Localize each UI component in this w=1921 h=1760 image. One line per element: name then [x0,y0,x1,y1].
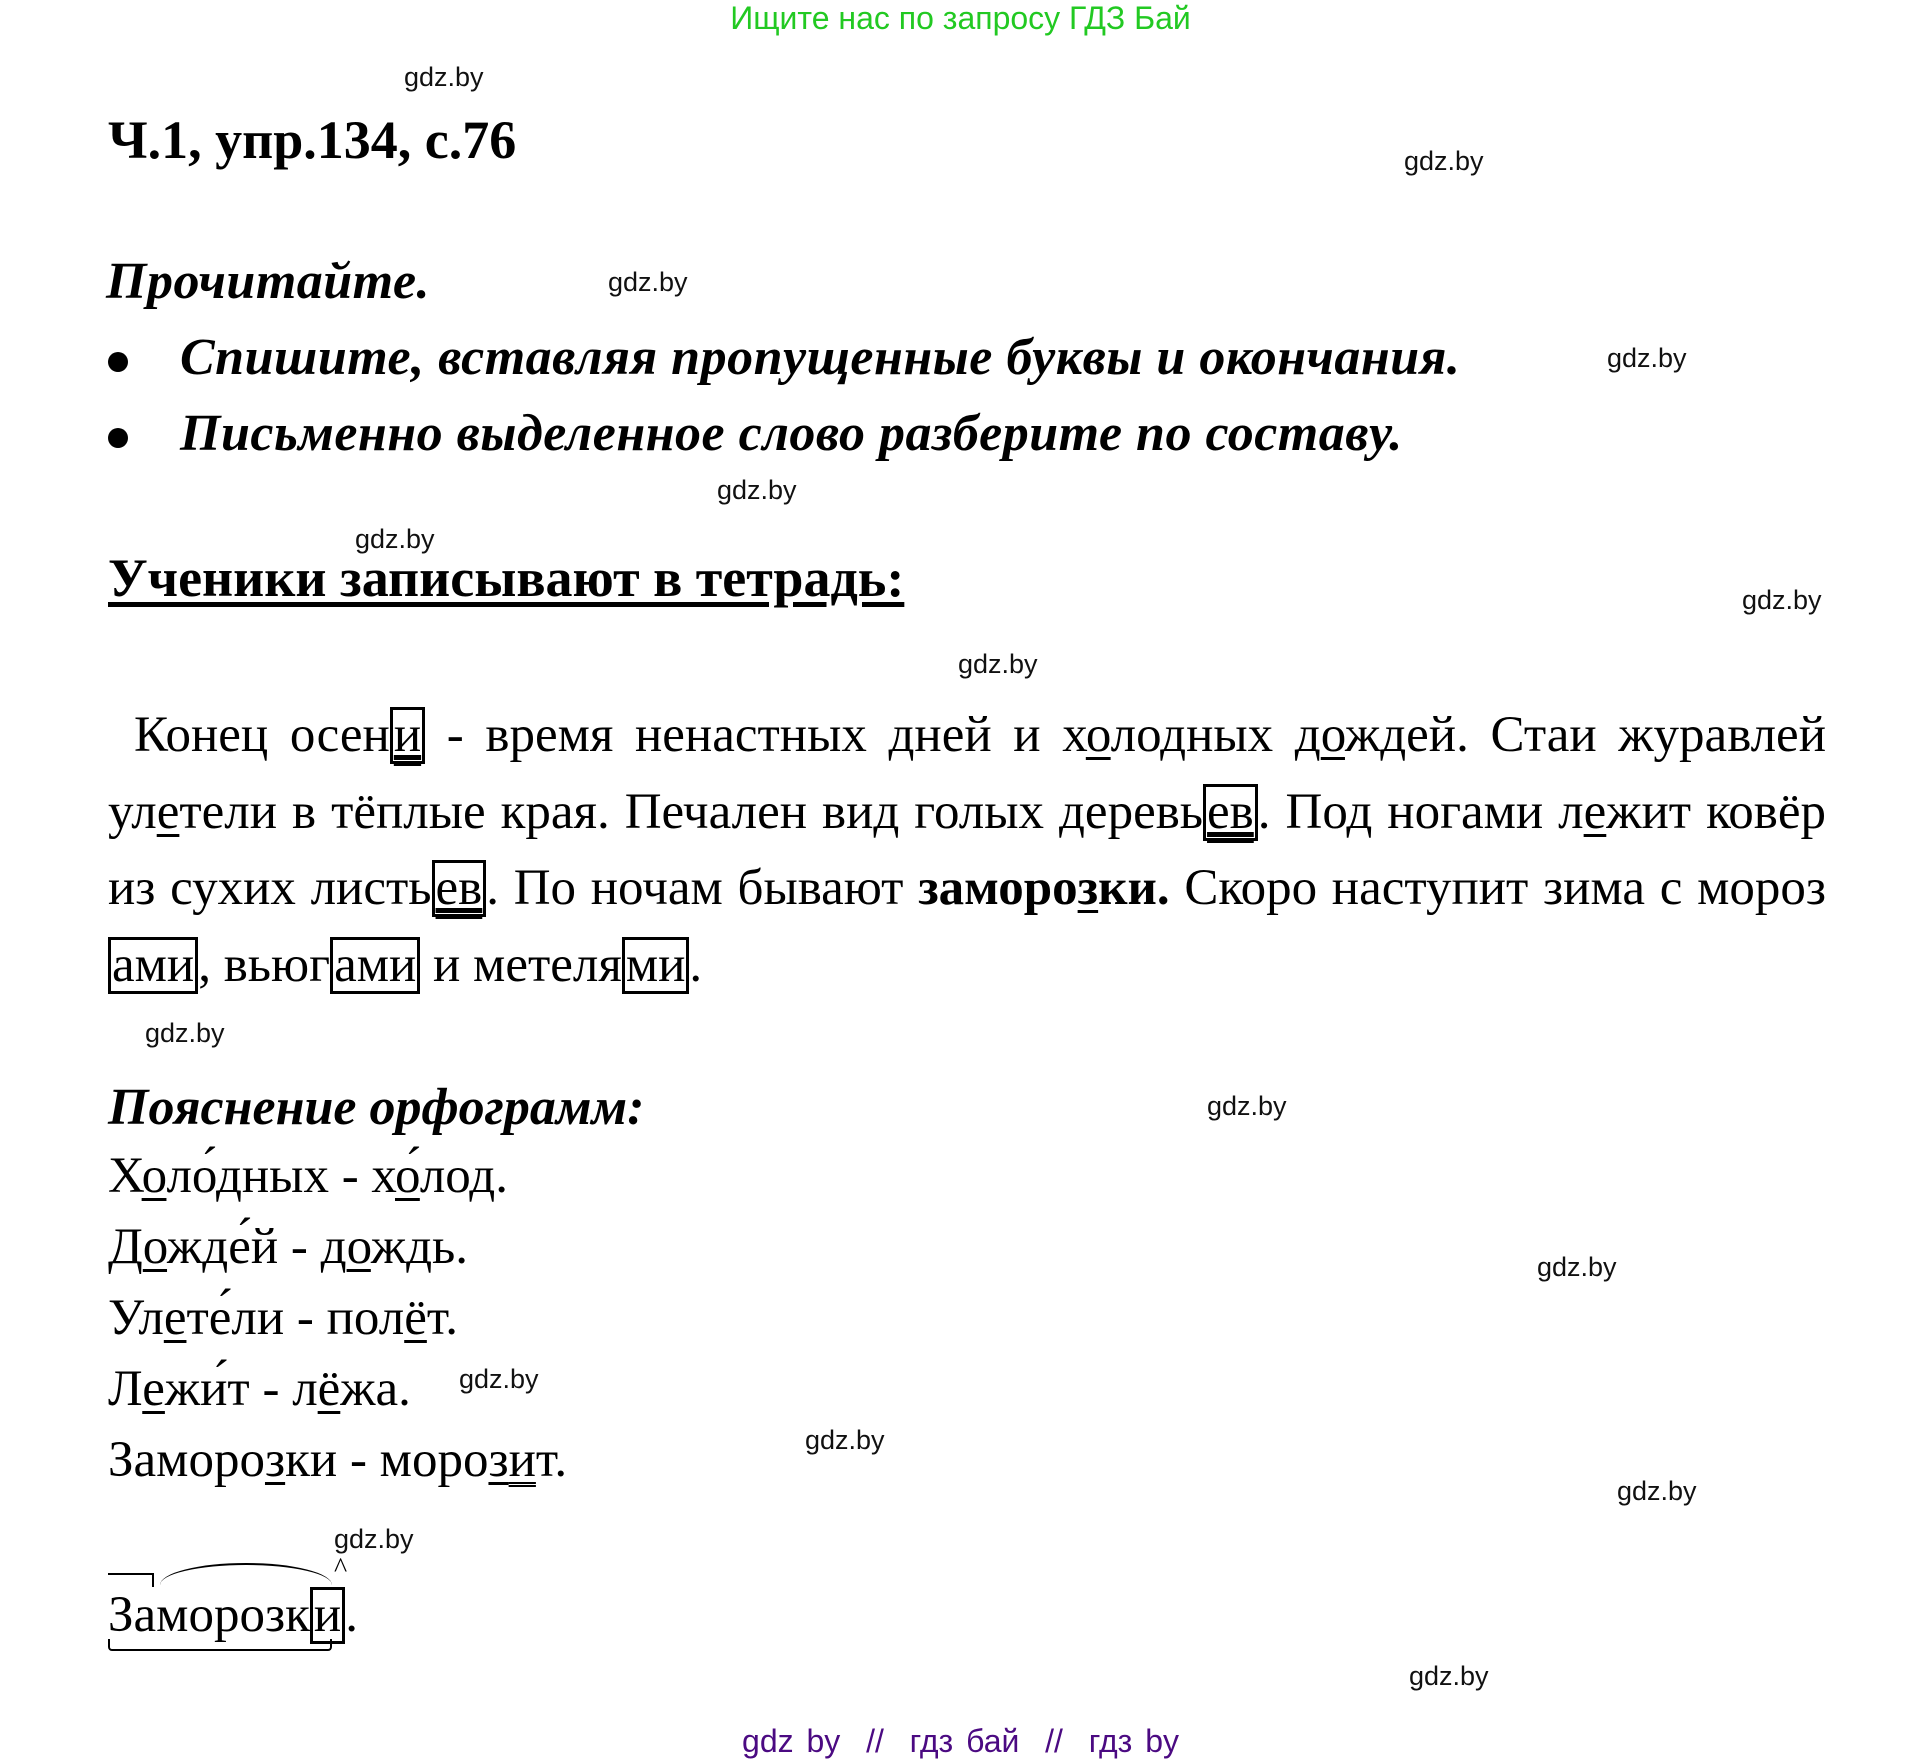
explanation-heading: Пояснение орфограмм: [108,1079,645,1136]
text: лодных д [1110,707,1321,763]
text: . Под ногами л [1257,783,1584,840]
text: жит ковёр из сухих листь [108,783,1826,916]
text: . [345,1587,358,1643]
instruction-bullet: Письменно выделенное слово разберите по составу. [180,405,1403,462]
text: жде [167,1219,251,1275]
text: , вьюг [198,936,331,993]
text: т. [426,1290,459,1346]
underlined-letter: ё [404,1290,427,1346]
text: ли - пол [231,1290,405,1346]
text: Заморо [108,1432,265,1488]
watermark: gdz.by [355,524,435,554]
instruction-read: Прочитайте. [106,253,431,310]
watermark: gdz.by [717,475,797,505]
watermark: gdz.by [805,1425,885,1455]
watermark: gdz.by [145,1018,225,1048]
ending-box: и [390,707,425,764]
watermark: gdz.by [1742,585,1822,615]
prefix-mark-icon [108,1573,154,1587]
text: Скоро наступит зима с мороз [1169,860,1827,916]
section-heading: Ученики записывают в тетрадь: [108,548,905,608]
bullet-icon [108,428,128,448]
exercise-title: Ч.1, упр.134, с.76 [108,110,517,170]
watermark: gdz.by [1409,1661,1489,1691]
explanation-line [108,1146,508,1206]
underlined-letter: е [142,1361,165,1417]
underlined-letter: е [156,783,180,840]
text: . [689,936,703,993]
underlined-letter: о [1085,707,1111,763]
footer-links: gdz by // гдз бай // гдз by [742,1723,1179,1759]
watermark: gdz.by [1607,343,1687,373]
text: Х [108,1148,142,1204]
watermark: gdz.by [958,649,1038,679]
watermark: gdz.by [334,1524,414,1554]
watermark: gdz.by [1207,1091,1287,1121]
ending-box: ев [1203,784,1258,841]
text: Ул [108,1290,164,1346]
watermark: gdz.by [1537,1252,1617,1282]
underlined-letter: о [1320,707,1345,763]
ending-box: ми [622,937,690,994]
text: жи [164,1361,228,1417]
text: й - д [250,1219,347,1275]
underlined-letter: о [141,1148,167,1204]
underlined-letter: о [142,1219,168,1275]
search-banner: Ищите нас по запросу ГДЗ Бай [730,0,1191,36]
watermark: gdz.by [404,62,484,92]
underlined-letter: з [488,1432,509,1488]
watermark: gdz.by [459,1364,539,1394]
underlined-letter: о [395,1148,420,1204]
watermark: gdz.by [1404,146,1484,176]
ending-box: ами [330,937,420,994]
dictation-paragraph [108,697,1826,1003]
underlined-letter: з [1077,860,1099,916]
text: т - л [227,1361,318,1417]
underlined-letter: е [163,1290,187,1346]
text: т. [535,1432,568,1488]
text: лод. [419,1148,509,1204]
explanation-line [108,1430,567,1490]
instruction-bullet: Спишите, вставляя пропущенные буквы и окончания. [180,329,1461,386]
underlined-letter: ё [317,1361,341,1417]
text: - время ненастных дней и х [425,707,1086,763]
word-morphology [108,1553,358,1645]
underlined-letter: з [264,1432,286,1488]
root-arc-icon [160,1563,332,1585]
text: ло [166,1148,216,1204]
text: Д [108,1219,143,1275]
text: ки. [1098,860,1170,916]
bullet-icon [108,352,128,372]
suffix-caret-icon: ^ [334,1553,348,1584]
ending-box: и [310,1587,345,1644]
ending-box: ами [108,937,198,994]
stem-text: Заморозк [108,1587,310,1643]
ending-box: ев [432,860,487,917]
explanation-line [108,1288,458,1348]
watermark: gdz.by [1617,1476,1697,1506]
word-stem [108,1553,348,1645]
explanation-line [108,1359,411,1419]
text: те [186,1290,232,1346]
text: ждей. Стаи журавлей ул [108,707,1826,840]
text: дных - х [215,1148,395,1204]
double-underlined-letter: и [508,1432,536,1488]
text: Конец осен [134,707,390,763]
text: ждь. [370,1219,469,1275]
text: Л [108,1361,143,1417]
text: жа. [340,1361,411,1417]
explanation-line [108,1217,468,1277]
underlined-letter: е [1583,783,1607,840]
text: заморо [918,860,1078,916]
underlined-letter: о [346,1219,371,1275]
highlighted-word [918,860,1169,916]
text: и метеля [420,936,622,993]
text: . По ночам бывают [486,860,919,916]
watermark: gdz.by [608,267,688,297]
text: ки - моро [285,1432,489,1488]
stem-bracket-icon [108,1639,332,1651]
text: тели в тёплые края. Печален вид голых деревь [179,783,1204,840]
